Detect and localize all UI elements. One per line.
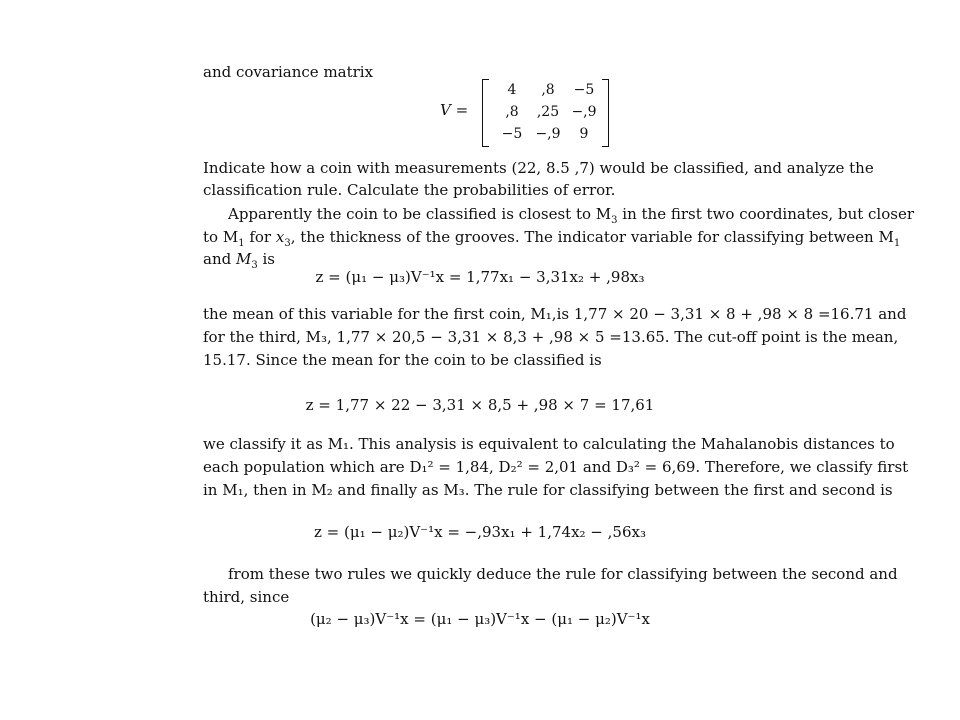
matrix-cell: ,8	[505, 104, 519, 120]
paragraph-line: from these two rules we quickly deduce the rule for classifying between the second and	[228, 565, 898, 583]
matrix-right-bracket	[602, 79, 609, 147]
equation: z = (μ₁ − μ₂)V⁻¹x = −,93x₁ + 1,74x₂ − ,56x₃	[314, 523, 646, 541]
question-line: Indicate how a coin with measurements (22, 8.5 ,7) would be classified, and analyze the	[203, 159, 874, 177]
matrix-left-bracket	[482, 79, 489, 147]
equation: z = (μ₁ − μ₃)V⁻¹x = 1,77x₁ − 3,31x₂ + ,98x₃	[315, 268, 645, 286]
paragraph-line: we classify it as M₁. This analysis is equivalent to calculating the Mahalanobis distances to	[203, 435, 895, 453]
paragraph-line: each population which are D₁² = 1,84, D₂² = 2,01 and D₃² = 6,69. Therefore, we classify first	[203, 458, 909, 476]
matrix-cell: ,8	[541, 82, 555, 98]
paragraph-line: for the third, M₃, 1,77 × 20,5 − 3,31 × 8,3 + ,98 × 5 =13.65. The cut-off point is the mean,	[203, 328, 899, 346]
matrix-cell: ,25	[536, 104, 560, 120]
paragraph-line: and $M_3$ is	[203, 250, 275, 271]
matrix-cell: 4	[507, 82, 517, 98]
intro-text: and covariance matrix	[203, 63, 374, 81]
matrix-cell: −,9	[535, 126, 561, 142]
paragraph-line: 15.17. Since the mean for the coin to be classified is	[203, 351, 602, 369]
matrix-cell: −5	[573, 82, 595, 98]
equation: (μ₂ − μ₃)V⁻¹x = (μ₁ − μ₃)V⁻¹x − (μ₁ − μ₂)V⁻¹x	[310, 610, 650, 628]
question-line: classification rule. Calculate the probabilities of error.	[203, 181, 616, 199]
matrix-cell: −5	[501, 126, 523, 142]
paragraph-line: third, since	[203, 588, 290, 606]
paragraph-line: Apparently the coin to be classified is closest to $M_3$ in the first two coordinates, but closer	[228, 205, 915, 226]
matrix-cell: 9	[579, 126, 589, 142]
paragraph-line: the mean of this variable for the first coin, M₁,is 1,77 × 20 − 3,31 × 8 + ,98 × 8 =16.71 and	[203, 305, 907, 323]
matrix-cell: −,9	[571, 104, 597, 120]
paragraph-line: in M₁, then in M₂ and finally as M₃. The rule for classifying between the first and second is	[203, 481, 893, 499]
equation: z = 1,77 × 22 − 3,31 × 8,5 + ,98 × 7 = 17,61	[305, 396, 655, 414]
paragraph-line: to $M_1$ for $x_3$, the thickness of the grooves. The indicator variable for classifying between $M_1$	[203, 228, 901, 249]
matrix-label: V =	[440, 101, 469, 119]
